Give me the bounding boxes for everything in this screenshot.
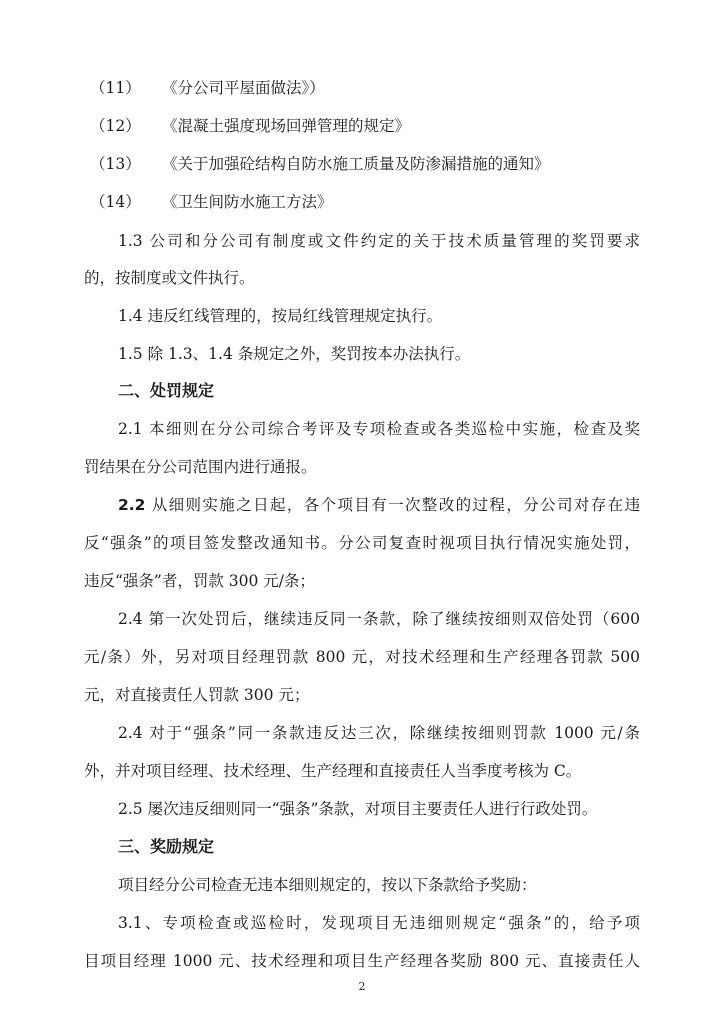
section-2-heading: 二、处罚规定 <box>118 381 215 400</box>
clause-2-4a-line1: 2.4 第一次处罚后，继续违反同一条款，除了继续按细则双倍处罚（600 <box>118 610 640 628</box>
clause-2-2-number: 2.2 <box>118 496 146 514</box>
section-3-heading: 三、奖励规定 <box>118 837 215 856</box>
reference-number: （11） <box>90 79 141 97</box>
clause-2-5: 2.5 屡次违反细则同一“强条”条款，对项目主要责任人进行行政处罚。 <box>118 800 598 818</box>
clause-2-2-line3: 违反“强条”者，罚款 300 元/条； <box>84 572 316 590</box>
clause-2-4a-line3: 元，对直接责任人罚款 300 元； <box>84 686 310 704</box>
clause-3-1-line1: 3.1、专项检查或巡检时，发现项目无违细则规定“强条”的，给予项 <box>118 914 640 932</box>
clause-2-1-line2: 罚结果在分公司范围内进行通报。 <box>84 458 317 476</box>
clause-2-2-line2: 反“强条”的项目签发整改通知书。分公司复查时视项目执行情况实施处罚， <box>84 534 640 552</box>
clause-1-4: 1.4 违反红线管理的，按局红线管理规定执行。 <box>118 307 443 325</box>
clause-2-4a-line2: 元/条）外，另对项目经理罚款 800 元，对技术经理和生产经理各罚款 500 <box>84 648 640 666</box>
clause-2-4b-line1: 2.4 对于“强条”同一条款违反达三次，除继续按细则罚款 1000 元/条 <box>118 724 640 742</box>
reference-number: （12） <box>90 117 141 135</box>
reference-title: 《关于加强砼结构自防水施工质量及防渗漏措施的通知》 <box>162 155 550 173</box>
reference-item <box>90 190 333 214</box>
clause-3-1-line2: 目项目经理 1000 元、技术经理和项目生产经理各奖励 800 元、直接责任人 <box>84 952 640 970</box>
reference-title: 《卫生间防水施工方法》 <box>162 193 333 211</box>
reference-item <box>90 152 550 176</box>
clause-1-3-line1: 1.3 公司和分公司有制度或文件约定的关于技术质量管理的奖罚要求 <box>118 232 640 250</box>
reference-item <box>90 76 325 100</box>
clause-1-3-line2: 的，按制度或文件执行。 <box>84 269 255 287</box>
clause-1-5: 1.5 除 1.3、1.4 条规定之外，奖罚按本办法执行。 <box>118 345 471 363</box>
clause-2-2-line1 <box>118 493 640 517</box>
clause-2-2-line1-text: 从细则实施之日起，各个项目有一次整改的过程，分公司对存在违 <box>145 496 640 514</box>
reference-title: 《混凝土强度现场回弹管理的规定》 <box>162 117 411 135</box>
reward-intro: 项目经分公司检查无违本细则规定的，按以下条款给予奖励： <box>118 876 537 894</box>
reference-number: （14） <box>90 193 141 211</box>
clause-2-1-line1: 2.1 本细则在分公司综合考评及专项检查或各类巡检中实施，检查及奖 <box>118 420 640 438</box>
page-number: 2 <box>358 980 366 993</box>
reference-item <box>90 114 410 138</box>
reference-number: （13） <box>90 155 141 173</box>
clause-2-4b-line2: 外，并对项目经理、技术经理、生产经理和直接责任人当季度考核为 C。 <box>84 762 582 780</box>
reference-title: 《分公司平屋面做法》） <box>162 79 325 97</box>
